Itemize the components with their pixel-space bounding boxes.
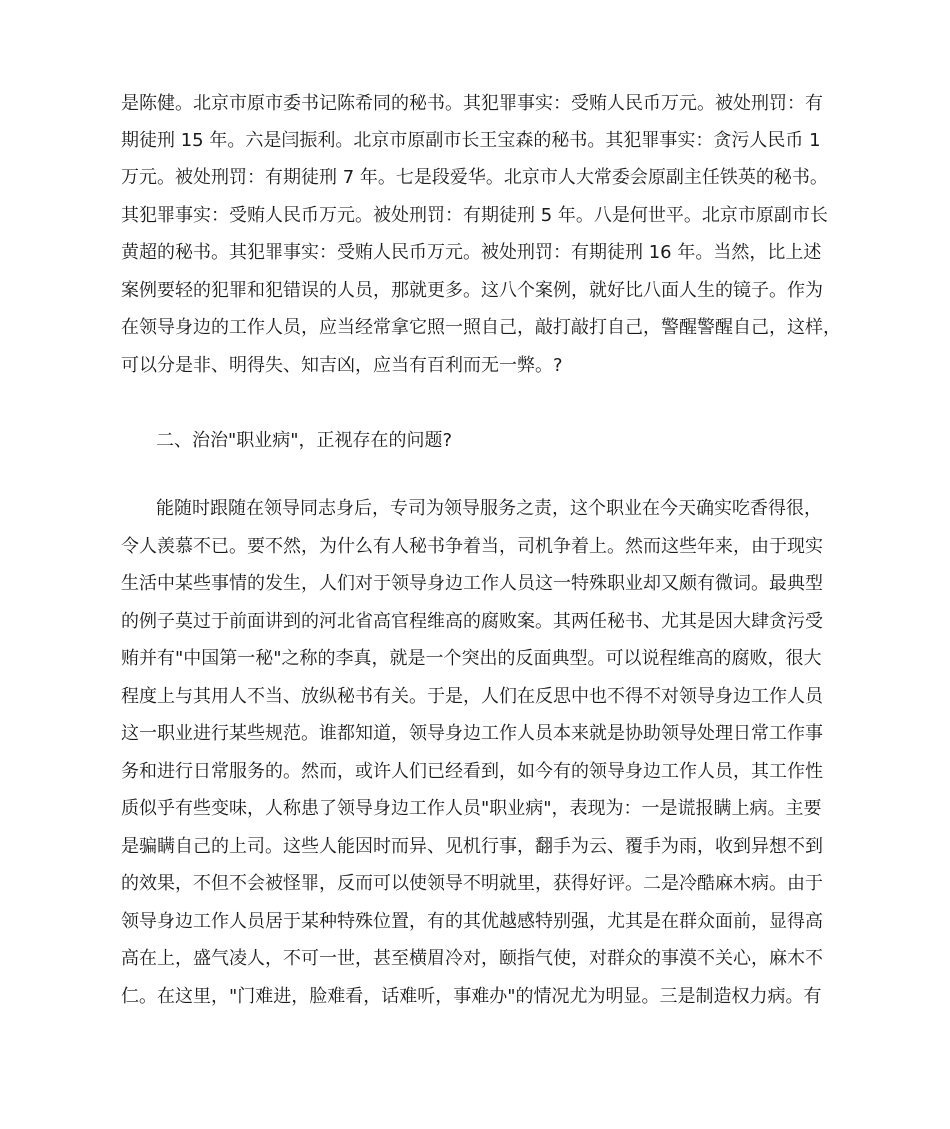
paragraph-2-line-11: 的效果，不但不会被怪罪，反而可以使领导不明就里，获得好评。二是冷酷麻木病。由于 xyxy=(121,873,823,894)
paragraph-2-line-8: 务和进行日常服务的。然而，或许人们已经看到，如今有的领导身边工作人员，其工作性 xyxy=(121,761,823,782)
paragraph-2-line-4: 的例子莫过于前面讲到的河北省高官程维高的腐败案。其两任秘书、尤其是因大肆贪污受 xyxy=(121,611,823,632)
paragraph-2-line-10: 是骗瞒自己的上司。这些人能因时而异、见机行事，翻手为云、覆手为雨，收到异想不到 xyxy=(121,836,823,857)
paragraph-1-line-5: 黄超的秘书。其犯罪事实：受贿人民币万元。被处刑罚：有期徒刑 16 年。当然，比上述 xyxy=(121,242,822,263)
paragraph-1-line-3: 万元。被处刑罚：有期徒刑 7 年。七是段爱华。北京市人大常委会原副主任铁英的秘书。 xyxy=(121,167,828,188)
paragraph-2-line-6: 程度上与其用人不当、放纵秘书有关。于是，人们在反思中也不得不对领导身边工作人员 xyxy=(121,686,823,707)
paragraph-1-line-7: 在领导身边的工作人员，应当经常拿它照一照自己，敲打敲打自己，警醒警醒自己，这样， xyxy=(121,317,841,338)
paragraph-2-line-3: 生活中某些事情的发生，人们对于领导身边工作人员这一特殊职业却又颇有微词。最典型 xyxy=(121,573,823,594)
paragraph-2-line-7: 这一职业进行某些规范。谁都知道，领导身边工作人员本来就是协助领导处理日常工作事 xyxy=(121,723,823,744)
paragraph-2-line-5: 贿并有"中国第一秘"之称的李真，就是一个突出的反面典型。可以说程维高的腐败，很大 xyxy=(121,648,822,669)
section-heading-2: 二、治治"职业病"，正视存在的问题? xyxy=(156,430,453,451)
paragraph-2-line-13: 高在上，盛气凌人，不可一世，甚至横眉冷对，颐指气使，对群众的事漠不关心，麻木不 xyxy=(121,948,823,969)
paragraph-1-line-8: 可以分是非、明得失、知吉凶，应当有百利而无一弊。? xyxy=(121,355,563,376)
paragraph-2-line-14: 仁。在这里，"门难进，脸难看，话难听，事难办"的情况尤为明显。三是制造权力病。有 xyxy=(121,986,822,1007)
paragraph-2-line-2: 令人羡慕不已。要不然，为什么有人秘书争着当，司机争着上。然而这些年来，由于现实 xyxy=(121,536,823,557)
paragraph-1-line-1: 是陈健。北京市原市委书记陈希同的秘书。其犯罪事实：受贿人民币万元。被处刑罚：有 xyxy=(121,93,823,114)
paragraph-2-line-12: 领导身边工作人员居于某种特殊位置，有的其优越感特别强，尤其是在群众面前，显得高 xyxy=(121,911,823,932)
paragraph-2-line-9: 质似乎有些变味，人称患了领导身边工作人员"职业病"，表现为：一是谎报瞒上病。主要 xyxy=(121,798,822,819)
paragraph-1-line-2: 期徒刑 15 年。六是闫振利。北京市原副市长王宝森的秘书。其犯罪事实：贪污人民币 1 xyxy=(121,130,821,151)
paragraph-1-line-4: 其犯罪事实：受贿人民币万元。被处刑罚：有期徒刑 5 年。八是何世平。北京市原副市长 xyxy=(121,205,828,226)
paragraph-1-line-6: 案例要轻的犯罪和犯错误的人员，那就更多。这八个案例，就好比八面人生的镜子。作为 xyxy=(121,280,823,301)
paragraph-2-line-1: 能随时跟随在领导同志身后，专司为领导服务之责，这个职业在今天确实吃香得很， xyxy=(156,498,822,519)
